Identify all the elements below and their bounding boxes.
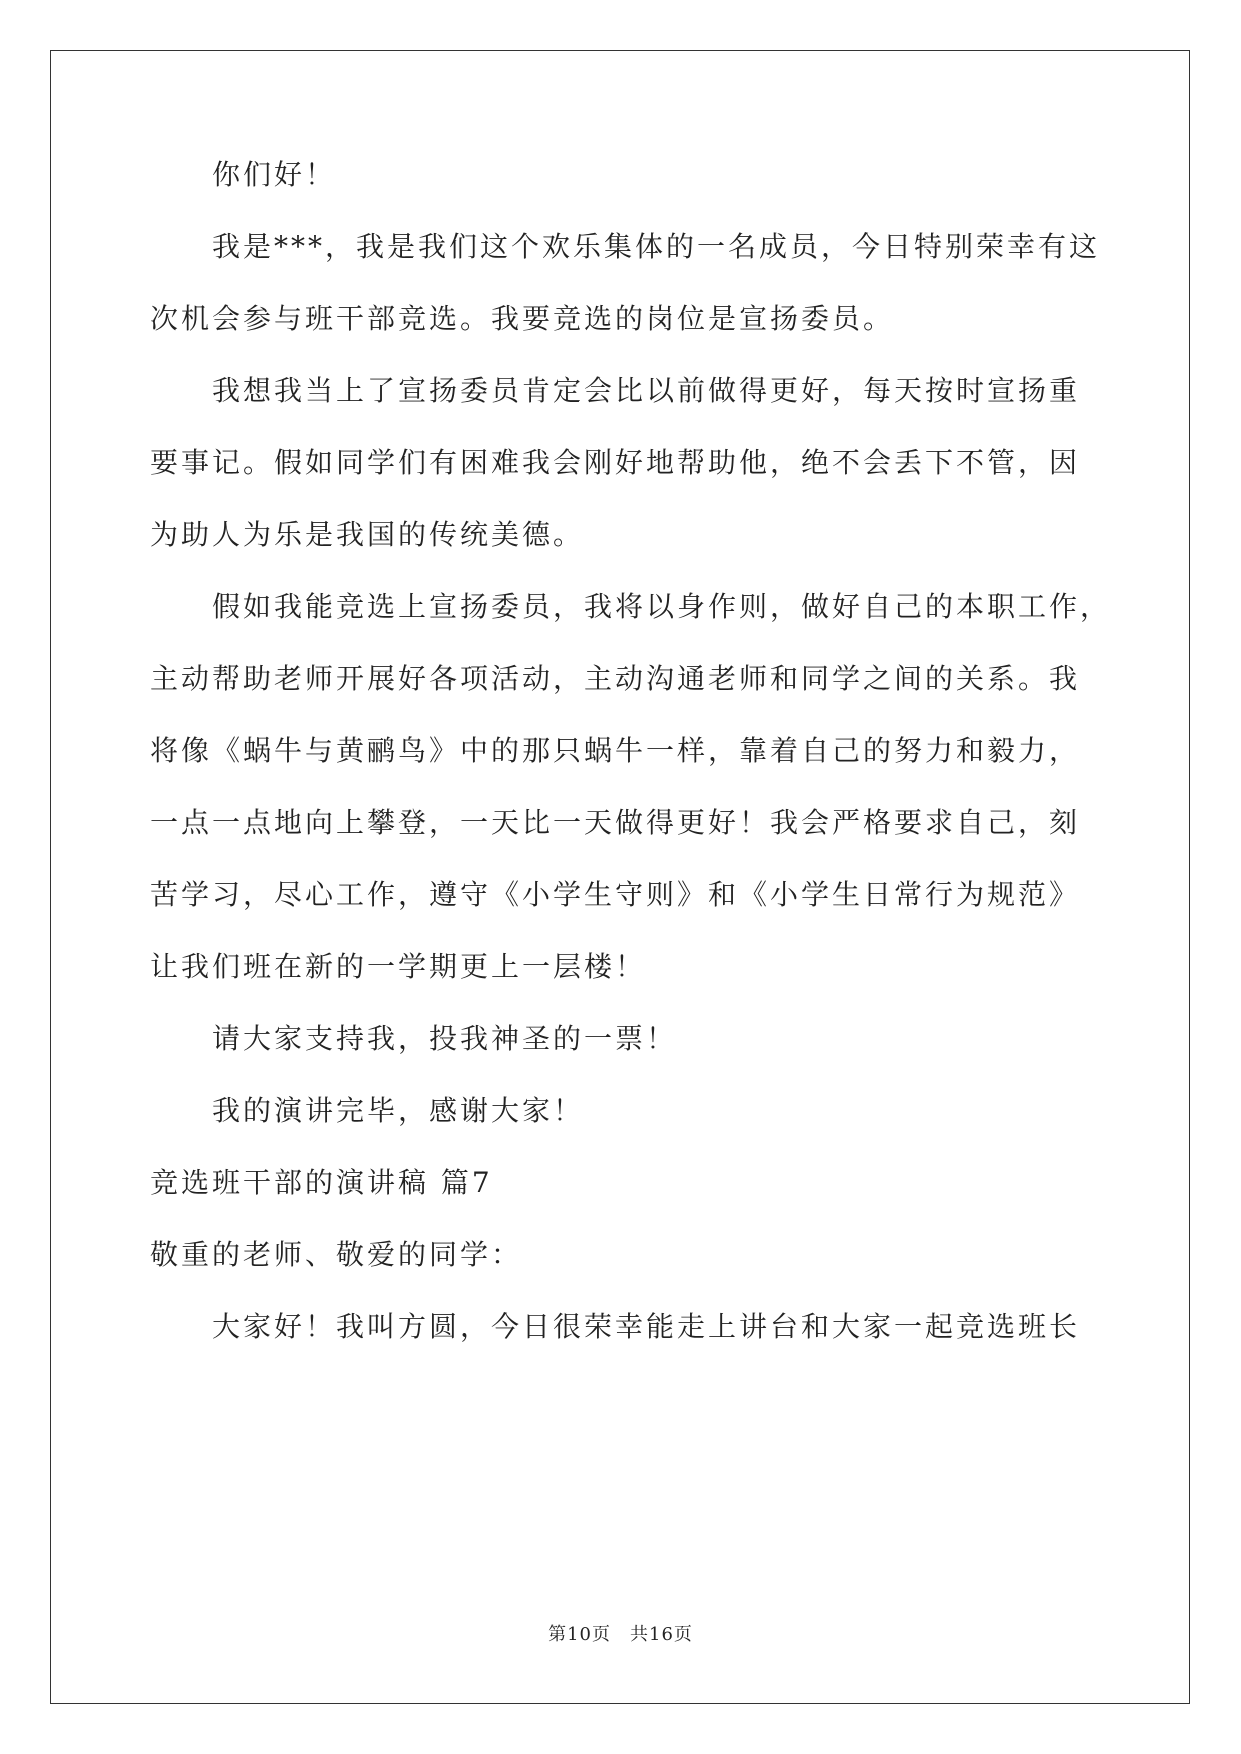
paragraph-line: 将像《蜗牛与黄鹂鸟》中的那只蜗牛一样，靠着自己的努力和毅力， bbox=[150, 734, 1081, 767]
paragraph-line: 为助人为乐是我国的传统美德。 bbox=[150, 518, 585, 551]
paragraph-line: 我的演讲完毕，感谢大家！ bbox=[212, 1094, 585, 1127]
paragraph-line: 让我们班在新的一学期更上一层楼！ bbox=[150, 950, 647, 983]
paragraph-line: 请大家支持我，投我神圣的一票！ bbox=[212, 1022, 678, 1055]
section-heading: 竞选班干部的演讲稿 篇7 bbox=[150, 1166, 493, 1199]
paragraph-line: 一点一点地向上攀登，一天比一天做得更好！我会严格要求自己，刻 bbox=[150, 806, 1081, 839]
paragraph-line: 我想我当上了宣扬委员肯定会比以前做得更好，每天按时宣扬重 bbox=[212, 374, 1081, 407]
paragraph-greeting: 你们好！ bbox=[212, 158, 337, 191]
paragraph-line: 次机会参与班干部竞选。我要竞选的岗位是宣扬委员。 bbox=[150, 302, 895, 335]
paragraph-line: 要事记。假如同学们有困难我会刚好地帮助他，绝不会丢下不管，因 bbox=[150, 446, 1081, 479]
paragraph-line: 大家好！我叫方圆，今日很荣幸能走上讲台和大家一起竞选班长 bbox=[212, 1310, 1081, 1343]
paragraph-line: 苦学习，尽心工作，遵守《小学生守则》和《小学生日常行为规范》 bbox=[150, 878, 1081, 911]
paragraph-line: 主动帮助老师开展好各项活动，主动沟通老师和同学之间的关系。我 bbox=[150, 662, 1081, 695]
paragraph-line: 我是***，我是我们这个欢乐集体的一名成员，今日特别荣幸有这 bbox=[212, 230, 1101, 263]
paragraph-line: 假如我能竞选上宣扬委员，我将以身作则，做好自己的本职工作， bbox=[212, 590, 1112, 623]
salutation: 敬重的老师、敬爱的同学： bbox=[150, 1238, 523, 1271]
page-number: 第10页 共16页 bbox=[548, 1624, 693, 1645]
